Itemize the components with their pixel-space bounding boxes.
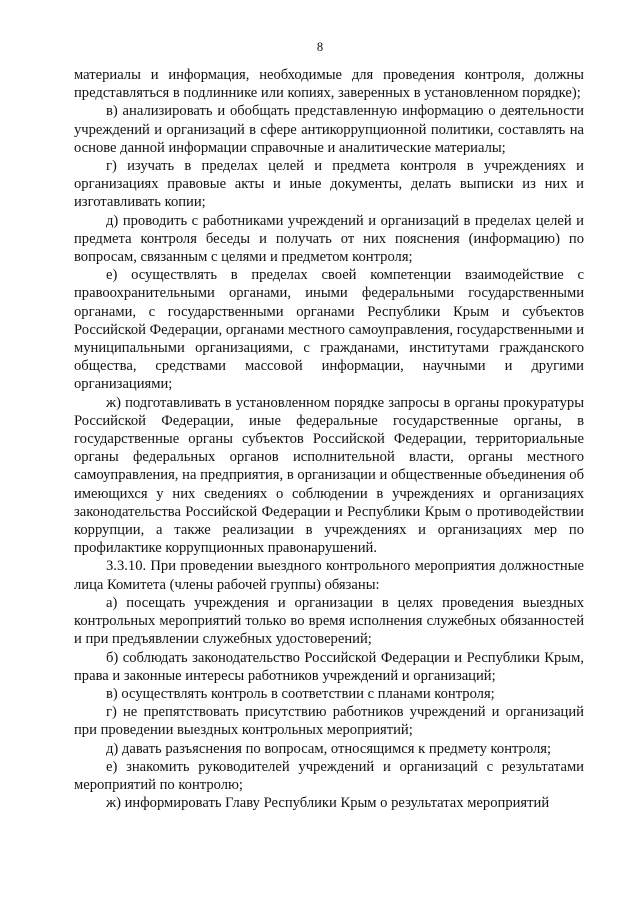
paragraph: г) изучать в пределах целей и предмета контроля в учреждениях и организациях правовые акты и иные документы, делать выписки из них и изготавливать копии; <box>74 158 584 211</box>
paragraph: в) анализировать и обобщать представленную информацию о деятельности учреждений и организаций в сфере антикоррупционной политики, составлять на основе данной информации справочные и аналитические материалы; <box>74 103 584 156</box>
paragraph: материалы и информация, необходимые для проведения контроля, должны представляться в подлиннике или копиях, заверенных в установленном порядке); <box>74 67 584 102</box>
paragraph: ж) подготавливать в установленном порядке запросы в органы прокуратуры Российской Федерации, иные федеральные государственные органы, в государственные органы субъектов Российской Федерации, территориальные органы федеральных органов исполнительной власти, органы местного самоуправления, на предприятия, в организации и общественные объединения об имеющихся у них сведениях о соблюдении в учреждениях и организациях законодательства Российской Федерации и Республики Крым о противодействии коррупции, а также реализации в учреждениях и организациях мер по профилактике коррупционных правонарушений. <box>74 394 584 557</box>
paragraph: а) посещать учреждения и организации в целях проведения выездных контрольных мероприятий только во время исполнения служебных обязанностей и при предъявлении служебных удостоверений; <box>74 594 584 648</box>
paragraph: ж) информировать Главу Республики Крым о результатах мероприятий <box>106 795 550 812</box>
paragraph: г) не препятствовать присутствию работников учреждений и организаций при проведении выездных контрольных мероприятий; <box>74 704 584 739</box>
paragraph: б) соблюдать законодательство Российской Федерации и Республики Крым, права и законные интересы работников учреждений и организаций; <box>74 649 584 684</box>
paragraph: в) осуществлять контроль в соответствии с планами контроля; <box>106 685 495 702</box>
paragraph: д) давать разъяснения по вопросам, относящимся к предмету контроля; <box>106 740 552 757</box>
page-number: 8 <box>316 40 324 54</box>
paragraph: е) осуществлять в пределах своей компетенции взаимодействие с правоохранительными органами, иными федеральными государственными органами, с государственными органами Республики Крым и субъектов Российской Федерации, органами местного самоуправления, государственными и муниципальными организациями, с гражданами, институтами гражданского общества, средствами массовой информации, научными и другими организациями; <box>74 267 584 393</box>
paragraph: д) проводить с работниками учреждений и организаций в пределах целей и предмета контроля беседы и получать от них пояснения (информацию) по вопросам, связанным с целями и предметом контроля; <box>74 212 584 266</box>
paragraph: 3.3.10. При проведении выездного контрольного мероприятия должностные лица Комитета (члены рабочей группы) обязаны: <box>74 558 584 593</box>
document-body <box>74 66 584 812</box>
paragraph: е) знакомить руководителей учреждений и организаций с результатами мероприятий по контролю; <box>74 758 584 793</box>
